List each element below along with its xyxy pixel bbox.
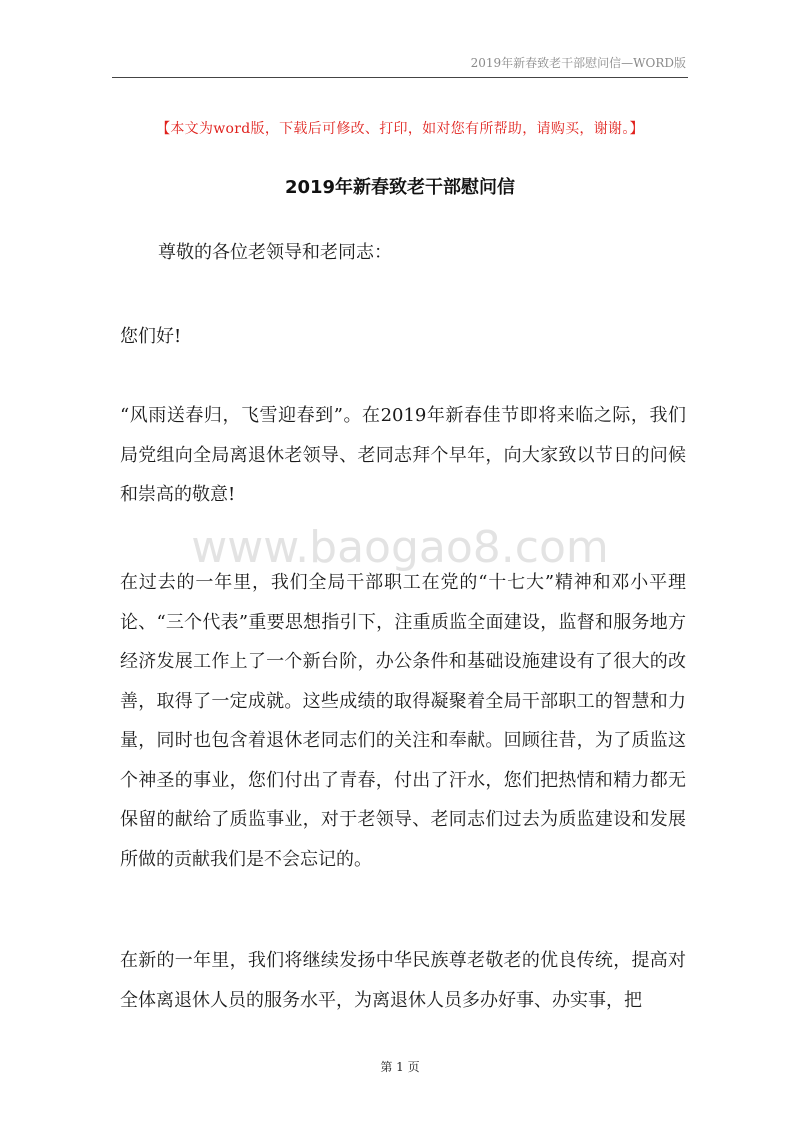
salutation: 尊敬的各位老领导和老同志： (158, 242, 392, 263)
download-notice: 【本文为word版，下载后可修改、打印，如对您有所帮助，请购买，谢谢。】 (156, 121, 644, 137)
page-header (112, 50, 688, 78)
watermark: www.baogao8.com (191, 522, 609, 573)
document-title: 2019年新春致老干部慰问信 (284, 177, 516, 198)
paragraph: 在过去的一年里，我们全局干部职工在党的“十七大”精神和邓小平理论、“三个代表”重要思想指引下，注重质监全面建设，监督和服务地方经济发展工作上了一个新台阶，办公条件和基础设施建设有了很大的改善，取得了一定成就。这些成绩的取得凝聚着全局干部职工的智慧和力量，同时也包含着退休老同志们的关注和奉献。回顾往昔，为了质监这个神圣的事业，您们付出了青春，付出了汗水，您们把热情和精力都无保留的献给了质监事业，对于老领导、老同志们过去为质监建设和发展所做的贡献我们是不会忘记的。 (120, 572, 686, 870)
paragraph: 在新的一年里，我们将继续发扬中华民族尊老敬老的优良传统，提高对全体离退休人员的服务水平，为离退休人员多办好事、办实事，把 (120, 950, 686, 1011)
header-text: 2019年新春致老干部慰问信—WORD版 (470, 56, 686, 70)
paragraph: “风雨送春归，飞雪迎春到”。在2019年新春佳节即将来临之际，我们局党组向全局离退休老领导、老同志拜个早年，向大家致以节日的问候和崇高的敬意! (120, 405, 686, 505)
page-number: 第 1 页 (380, 1060, 420, 1074)
hello-line: 您们好! (120, 326, 182, 347)
